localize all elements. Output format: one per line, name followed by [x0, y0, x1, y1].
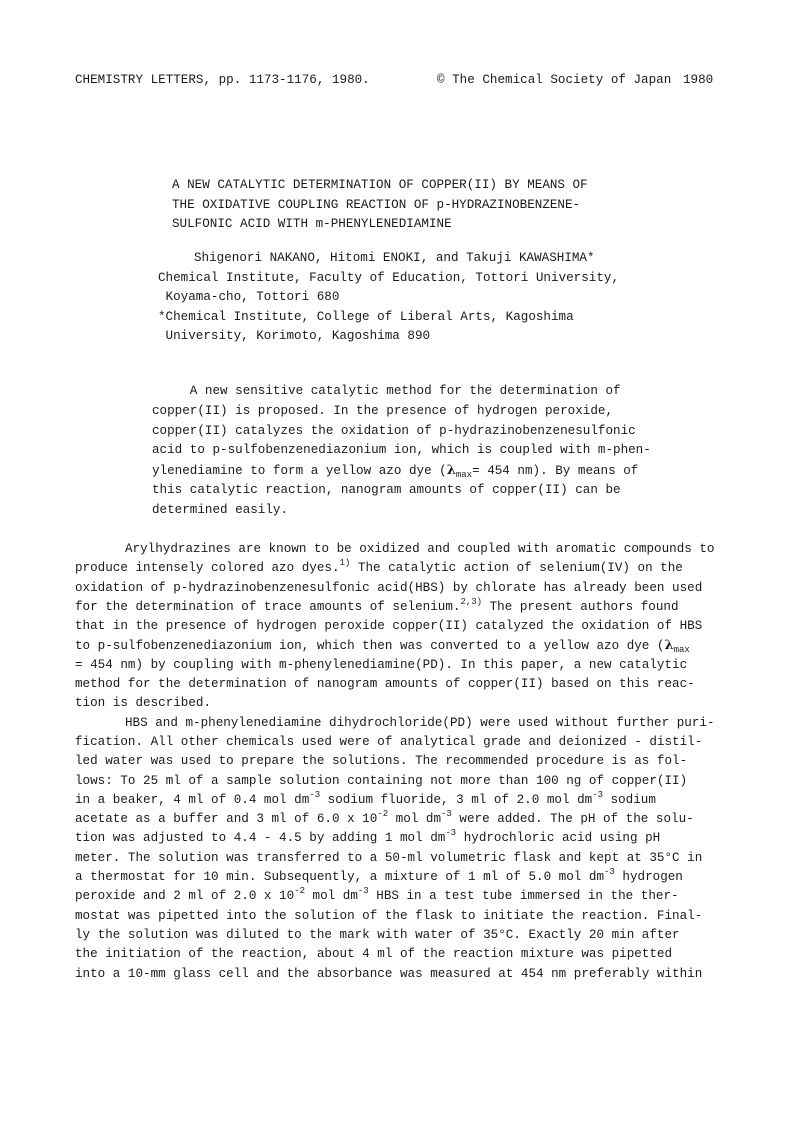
body-text: for the determination of trace amounts of selenium.: [75, 599, 461, 614]
body-text: The catalytic action of selenium(IV) on the: [350, 561, 683, 576]
body-text: hydrogen: [614, 870, 683, 885]
body-line: = 454 nm) by coupling with m-phenylenediamine(PD). In this paper, a new catalytic: [75, 657, 688, 672]
body-line: meter. The solution was transferred to a 50-ml volumetric flask and kept at 35°C in: [75, 850, 703, 865]
title-line: A NEW CATALYTIC DETERMINATION OF COPPER(II) BY MEANS OF: [172, 178, 588, 192]
body-line: [75, 598, 745, 617]
body-line: fication. All other chemicals used were of analytical grade and deionized - distil-: [75, 734, 703, 749]
author-names: Shigenori NAKANO, Hitomi ENOKI, and Takuji KAWASHIMA*: [194, 251, 595, 265]
body-text: produce intensely colored azo dyes.: [75, 561, 340, 576]
header-year: 1980: [683, 73, 714, 87]
journal-citation: CHEMISTRY LETTERS, pp. 1173-1176, 1980.: [75, 73, 370, 87]
exponent: -3: [445, 828, 457, 839]
body-line: [75, 559, 745, 578]
reference-marker: 1): [339, 558, 351, 569]
body-line: oxidation of p-hydrazinobenzenesulfonic acid(HBS) by chlorate has already been used: [75, 580, 703, 595]
body-line: into a 10-mm glass cell and the absorbance was measured at 454 nm preferably within: [75, 966, 703, 981]
abstract-text: ylenediamine to form a yellow azo dye (: [152, 464, 447, 479]
exponent: -3: [604, 867, 615, 878]
body-line: [75, 829, 745, 848]
copyright-notice: © The Chemical Society of Japan: [437, 73, 672, 87]
body-text: a thermostat for 10 min. Subsequently, a mixture of 1 ml of 5.0 mol dm: [75, 870, 605, 885]
abstract-line: [152, 461, 662, 481]
abstract-line: this catalytic reaction, nanogram amounts of copper(II) can be: [152, 482, 621, 497]
title-line: THE OXIDATIVE COUPLING REACTION OF p-HYDRAZINOBENZENE-: [172, 197, 581, 212]
affiliation-line: *Chemical Institute, College of Liberal Arts, Kagoshima: [158, 309, 574, 324]
body-text: tion was adjusted to 4.4 - 4.5 by adding 1 mol dm: [75, 831, 446, 846]
lambda-symbol: λ: [446, 463, 456, 479]
exponent: -2: [294, 886, 305, 897]
body-text: to p-sulfobenzenediazonium ion, which then was converted to a yellow azo dye (: [75, 639, 665, 654]
affiliation-line: Chemical Institute, Faculty of Education, Tottori University,: [158, 270, 620, 285]
article-title: [172, 176, 692, 235]
abstract-line: copper(II) catalyzes the oxidation of p-hydrazinobenzenesulfonic: [152, 423, 636, 438]
abstract-line: acid to p-sulfobenzenediazonium ion, which is coupled with m-phen-: [152, 443, 651, 458]
body-text: were added. The pH of the solu-: [451, 812, 694, 827]
body-line: led water was used to prepare the solutions. The recommended procedure is as fol-: [75, 754, 688, 769]
body-text: peroxide and 2 ml of 2.0 x 10: [75, 889, 295, 904]
body-text: sodium: [603, 792, 656, 807]
body-text: The present authors found: [482, 599, 679, 614]
body-line: [75, 868, 745, 887]
subscript-max: max: [455, 470, 473, 481]
article-body: [75, 540, 745, 984]
abstract: [152, 382, 662, 521]
running-header: [75, 73, 740, 93]
lambda-symbol: λ: [664, 638, 674, 654]
exponent: -3: [441, 809, 452, 820]
body-line: mostat was pipetted into the solution of the flask to initiate the reaction. Final-: [75, 908, 703, 923]
body-line: [75, 887, 745, 906]
exponent: -3: [309, 789, 321, 800]
body-text: mol dm: [388, 812, 442, 827]
exponent: -3: [357, 886, 369, 897]
author-block: [158, 249, 678, 347]
body-line: lows: To 25 ml of a sample solution containing not more than 100 ng of copper(II): [75, 773, 688, 788]
abstract-line: copper(II) is proposed. In the presence of hydrogen peroxide,: [152, 403, 614, 418]
exponent: -3: [592, 789, 603, 800]
body-line: Arylhydrazines are known to be oxidized and coupled with aromatic compounds to: [125, 542, 715, 556]
body-line: [75, 791, 745, 810]
body-line: [75, 636, 745, 655]
body-line: HBS and m-phenylenediamine dihydrochloride(PD) were used without further puri-: [125, 715, 715, 730]
body-text: HBS in a test tube immersed in the ther-: [368, 889, 679, 904]
affiliation-line: Koyama-cho, Tottori 680: [158, 290, 340, 304]
abstract-text: = 454 nm). By means of: [472, 464, 639, 479]
body-text: hydrochloric acid using pH: [456, 831, 661, 846]
abstract-line: A new sensitive catalytic method for the determination of: [152, 384, 621, 398]
body-line: method for the determination of nanogram amounts of copper(II) based on this reac-: [75, 677, 695, 692]
reference-marker: 2,3): [460, 596, 483, 607]
affiliation-line: University, Korimoto, Kagoshima 890: [158, 329, 431, 343]
body-line: [75, 810, 745, 829]
body-text: acetate as a buffer and 3 ml of 6.0 x 10: [75, 812, 378, 827]
body-text: mol dm: [304, 889, 358, 904]
body-text: sodium fluoride, 3 ml of 2.0 mol dm: [320, 792, 593, 807]
subscript-max: max: [673, 645, 690, 656]
body-line: ly the solution was diluted to the mark with water of 35°C. Exactly 20 min after: [75, 927, 680, 942]
body-line: that in the presence of hydrogen peroxide copper(II) catalyzed the oxidation of HBS: [75, 619, 703, 634]
abstract-line: determined easily.: [152, 502, 289, 517]
body-line: the initiation of the reaction, about 4 ml of the reaction mixture was pipetted: [75, 947, 673, 962]
title-line: SULFONIC ACID WITH m-PHENYLENEDIAMINE: [172, 217, 452, 231]
body-text: in a beaker, 4 ml of 0.4 mol dm: [75, 792, 310, 807]
exponent: -2: [377, 809, 389, 820]
body-line: tion is described.: [75, 696, 212, 711]
